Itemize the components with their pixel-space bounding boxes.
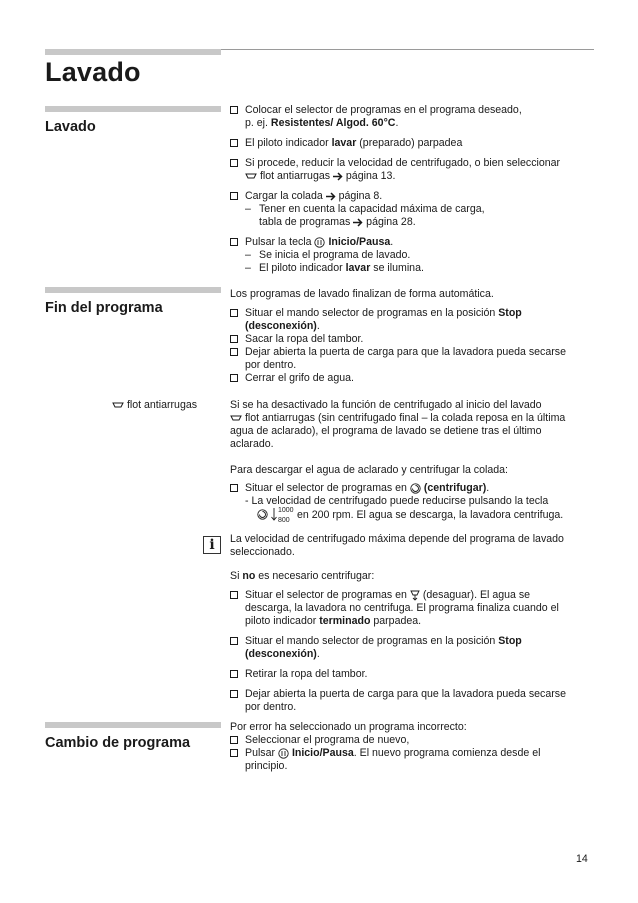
speed-top: 1000 xyxy=(278,507,294,514)
top-rule-thick xyxy=(45,49,221,55)
checkbox-bullet-icon xyxy=(230,484,238,492)
checkbox-bullet-icon xyxy=(230,591,238,599)
arrow-right-icon xyxy=(326,192,336,201)
drain-icon xyxy=(410,590,420,601)
sub-item: – Se inicia el programa de lavado. xyxy=(245,249,411,261)
spin-icon xyxy=(410,483,421,494)
section-heading-fin: Fin del programa xyxy=(45,300,163,316)
list-item: Pulsar Inicio/Pausa. El nuevo programa comienza desde el principio. xyxy=(230,747,595,773)
section-rule-fin xyxy=(45,287,221,293)
arrow-right-icon xyxy=(353,218,363,227)
list-item: Cargar la colada página 8. xyxy=(230,190,595,203)
section-heading-lavado: Lavado xyxy=(45,119,96,135)
checkbox-bullet-icon xyxy=(230,139,238,147)
cambio-content: Por error ha seleccionado un programa incorrecto: Seleccionar el programa de nuevo, Pulsar Inicio/Pausa. El nuevo programa comienza desde el principio. xyxy=(230,721,595,773)
page-title: Lavado xyxy=(45,57,141,87)
list-item: Situar el selector de programas en (desaguar). El agua se descarga, la lavadora no centrifuga. El programa finaliza cuando el piloto indicador terminado parpadea. xyxy=(230,589,595,628)
list-item: Dejar abierta la puerta de carga para que la lavadora pueda secarse por dentro. xyxy=(230,346,595,372)
anti-crease-icon xyxy=(112,401,124,409)
section-rule-cambio xyxy=(45,722,221,728)
list-item: Retirar la ropa del tambor. xyxy=(230,668,595,681)
list-item: Cerrar el grifo de agua. xyxy=(230,372,595,385)
sub-item: – Tener en cuenta la capacidad máxima de carga, tabla de programas página 28. xyxy=(245,203,485,228)
list-item: Dejar abierta la puerta de carga para que la lavadora pueda secarse por dentro. xyxy=(230,688,595,714)
fin-content-2: Si se ha desactivado la función de centrifugado al inicio del lavado flot antiarrugas (sin centrifugado final – la colada reposa en la última agua de aclarado), el programa de lavado se detiene tras el último aclarado. Para descargar el agua de aclarado y centrifugar la colada: Situar el selector de programas en (centrifugar). - La velocidad de centrifugado puede reducirse pulsando la tecla 1000 800 en 200 rpm. El agua se descarga, la lavadora centrifuga. xyxy=(230,399,595,523)
checkbox-bullet-icon xyxy=(230,637,238,645)
checkbox-bullet-icon xyxy=(230,106,238,114)
checkbox-bullet-icon xyxy=(230,749,238,757)
arrow-right-icon xyxy=(333,172,343,181)
top-rule-thin xyxy=(221,49,594,50)
list-item: El piloto indicador lavar (preparado) parpadea xyxy=(230,137,595,150)
page-number: 14 xyxy=(576,853,588,865)
list-item: Si procede, reducir la velocidad de centrifugado, o bien seleccionar flot antiarrugas página 13. xyxy=(230,157,595,183)
fin-content-3: La velocidad de centrifugado máxima depende del programa de lavado seleccionado. Si no es necesario centrifugar: Situar el selector de programas en (desaguar). El agua se descarga, la lavadora no centrifuga. El programa finaliza cuando el piloto indicador terminado parpadea. Situar el mando selector de programas en la posición Stop (desconexión). Retirar la ropa del tambor. Dejar abierta la puerta de carga para que la lavadora pueda secarse por dentro. xyxy=(230,533,595,714)
info-icon: i xyxy=(203,536,221,554)
list-item: Sacar la ropa del tambor. xyxy=(230,333,595,346)
anti-crease-icon xyxy=(230,414,242,422)
side-label-flot: flot antiarrugas xyxy=(112,399,197,412)
list-item: Situar el mando selector de programas en la posición Stop (desconexión). xyxy=(230,307,595,333)
checkbox-bullet-icon xyxy=(230,348,238,356)
section-heading-cambio: Cambio de programa xyxy=(45,735,191,751)
checkbox-bullet-icon xyxy=(230,736,238,744)
lavado-content xyxy=(230,104,595,275)
section-rule-lavado xyxy=(45,106,221,112)
checkbox-bullet-icon xyxy=(230,690,238,698)
spin-icon xyxy=(257,509,268,520)
checkbox-bullet-icon xyxy=(230,238,238,246)
list-item: Seleccionar el programa de nuevo, xyxy=(230,734,595,747)
sub-item: – El piloto indicador lavar se ilumina. xyxy=(245,262,424,274)
list-item: Colocar el selector de programas en el programa deseado, p. ej. Resistentes/ Algod. 60°C. xyxy=(230,104,595,130)
checkbox-bullet-icon xyxy=(230,309,238,317)
fin-intro: Los programas de lavado finalizan de forma automática. xyxy=(230,288,494,300)
checkbox-bullet-icon xyxy=(230,374,238,382)
checkbox-bullet-icon xyxy=(230,192,238,200)
checkbox-bullet-icon xyxy=(230,159,238,167)
speed-bottom: 800 xyxy=(278,517,290,524)
list-item: Pulsar la tecla Inicio/Pausa. xyxy=(230,236,595,249)
start-pause-icon xyxy=(314,237,325,248)
anti-crease-icon xyxy=(245,172,257,180)
fin-content-1 xyxy=(230,288,595,385)
down-arrow-icon xyxy=(271,508,277,521)
list-item: Situar el mando selector de programas en la posición Stop (desconexión). xyxy=(230,635,595,661)
start-pause-icon xyxy=(278,748,289,759)
list-item: Situar el selector de programas en (centrifugar). xyxy=(230,482,595,495)
checkbox-bullet-icon xyxy=(230,335,238,343)
checkbox-bullet-icon xyxy=(230,670,238,678)
